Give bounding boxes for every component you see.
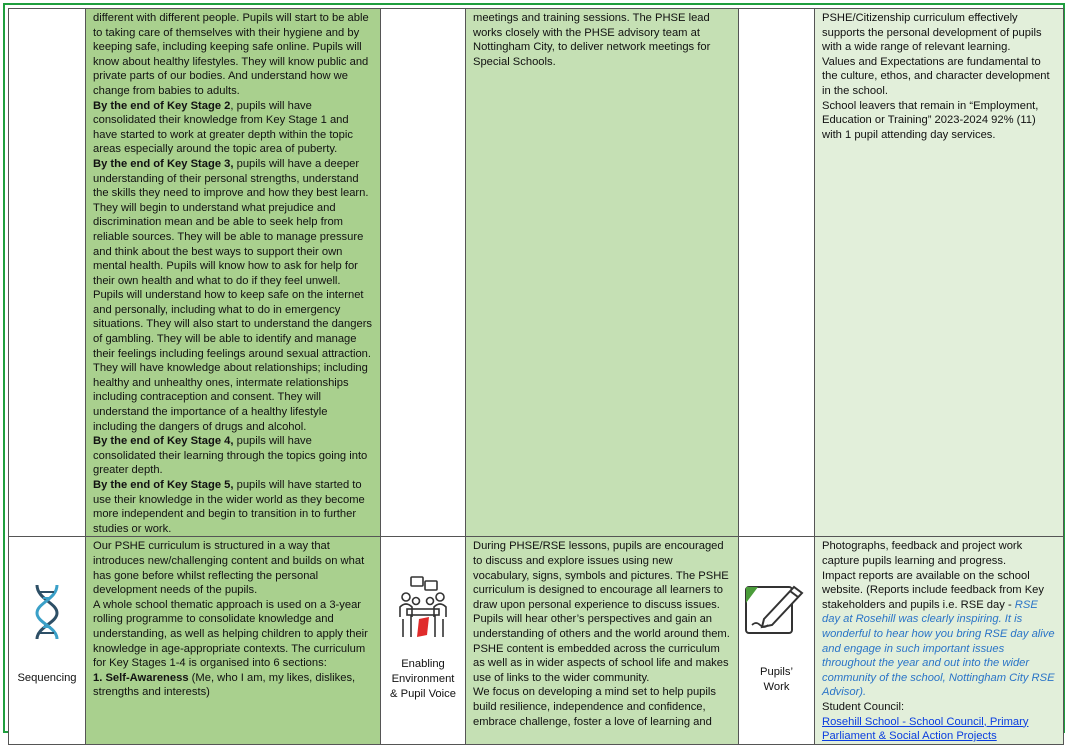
impact-text-2: Values and Expectations are fundamental to the culture, ethos, and character development in the school. <box>822 55 1050 97</box>
structure-intro: Our PSHE curriculum is structured in a way that introduces new/challenging content and builds on what has gone before whilst reflecting the personal development needs of the pupils. <box>93 540 365 597</box>
lessons-text-2: PSHE content is embedded across the curriculum as well as in wider aspects of school life and makes use of links to the wider community. <box>473 642 729 684</box>
phse-lead-text: meetings and training sessions. The PHSE lead works closely with the PHSE advisory team at Nottingham City, to deliver network meetings for Special Schools. <box>473 12 711 68</box>
row1-icon-cell-3 <box>739 9 815 537</box>
school-council-link[interactable]: Rosehill School - School Council, Primary Parliament & Social Action Projects <box>822 715 1029 743</box>
curriculum-table <box>8 8 1064 745</box>
pupils-label-2: Work <box>763 681 790 694</box>
evidence-text-2: Impact reports are available on the school website. (Reports include feedback from Key stakeholders and pupils i.e. RSE day - RSE day at Rosehill was clearly inspiring. It is wonderful to hear how you bring RSE day alive and engage in such important issues throughout the year and out into the wider community of the school, Nottingham City RSE Advisor). <box>822 569 1055 699</box>
ks3-paragraph: By the end of Key Stage 3, pupils will have a deeper understanding of their personal strengths, understand the skills they need to improve and how they best learn. They will begin to understand what prejudice and discrimination mean and be able to seek help from reliable sources. They will be able to manage pressure and think about the best ways to support their own mental health. Pupils will know how to ask for help for their own health and what to do if they feel unwell. Pupils will understand how to keep safe on the internet and personally, including what to do in emergency situations. They will also start to understand the dangers of gambling. They will be able to identify and manage their feelings including feelings around sexual attraction. They will have knowledge about relationships; including healthy and unhealthy ones, intermate relationships including contraception and consent. They will understand the importance of a healthy lifestyle including the dangers of drugs and alcohol. <box>93 157 373 433</box>
writing-pad-icon <box>739 579 814 644</box>
rse-advisor-quote: RSE day at Rosehill was clearly inspiring. It is wonderful to hear how you bring RSE day alive and engage in such important issues throughout the year and out into the wider community of the school, Nottingham City RSE Advisor). <box>822 598 1055 699</box>
lessons-text-1: During PHSE/RSE lessons, pupils are encouraged to discuss and explore issues using new vocabulary, signs, symbols and pictures. The PSHE curriculum is designed to encourage all learners to draw upon personal experience to discuss issues. Pupils will hear other’s perspectives and gain an understanding of others and the world around them. <box>473 540 730 640</box>
ks4-paragraph: By the end of Key Stage 4, pupils will have consolidated their learning through the topics going into greater depth. <box>93 435 368 477</box>
dna-icon <box>9 583 85 646</box>
evidence-cell <box>815 537 1064 744</box>
structure-thematic: A whole school thematic approach is used on a 3-year rolling programme to consolidate knowledge and understanding, as well as helping children to apply their knowledge in age-appropriate contexts. The curriculum for Key Stages 1-4 is organised into 6 sections: <box>93 598 368 670</box>
enabling-environment-cell <box>381 537 466 744</box>
enabling-label-3: & Pupil Voice <box>390 688 456 701</box>
impact-text-1: PSHE/Citizenship curriculum effectively supports the personal development of pupils with a wide range of relevant learning. <box>822 12 1042 54</box>
pupils-label-1: Pupils’ <box>760 666 793 679</box>
sequencing-label: Sequencing <box>17 672 77 685</box>
ks2-paragraph: By the end of Key Stage 2, pupils will have consolidated their knowledge from Key Stage 1 and have started to work at greater depth within the topic areas especially around the topic area of puberty. <box>93 99 353 156</box>
curriculum-structure-cell <box>86 537 381 744</box>
ks-paragraph: different with different people. Pupils will start to be able to taking care of themselves with their hygiene and by keeping safe, including keeping safe online. Pupils will know about healthy lifestyles. They will know public and private parts of our bodies. And understand how we change from babies to adults. <box>93 12 369 97</box>
ks5-paragraph: By the end of Key Stage 5, pupils will have started to use their knowledge in the wider world as they become more independent and begin to transition in to further studies or work. <box>93 479 365 535</box>
sequencing-cell <box>9 537 86 744</box>
structure-section-1: 1. Self-Awareness (Me, who I am, my likes, dislikes, strengths and interests) <box>93 671 356 699</box>
evidence-text-1: Photographs, feedback and project work capture pupils learning and progress. <box>822 540 1023 567</box>
group-discussion-icon <box>381 575 465 648</box>
enabling-label-2: Environment <box>391 673 455 686</box>
row1-icon-cell <box>9 9 86 537</box>
impact-cell <box>815 9 1064 537</box>
pupils-work-cell <box>739 537 815 744</box>
enabling-label-1: Enabling <box>401 658 445 671</box>
row1-icon-cell-2 <box>381 9 466 537</box>
lessons-cell <box>466 537 739 744</box>
impact-text-3: School leavers that remain in “Employment, Education or Training” 2023-2024 92% (11) with 1 pupil attending day services. <box>822 99 1039 141</box>
lessons-text-3: We focus on developing a mind set to help pupils build resilience, independence and confidence, embrace challenge, foster a love of learning and <box>473 686 716 728</box>
table-row <box>9 9 1064 537</box>
student-council-label: Student Council: <box>822 700 905 713</box>
phse-lead-cell <box>466 9 739 537</box>
table-row <box>9 537 1064 744</box>
key-stage-outcomes-cell <box>86 9 381 537</box>
